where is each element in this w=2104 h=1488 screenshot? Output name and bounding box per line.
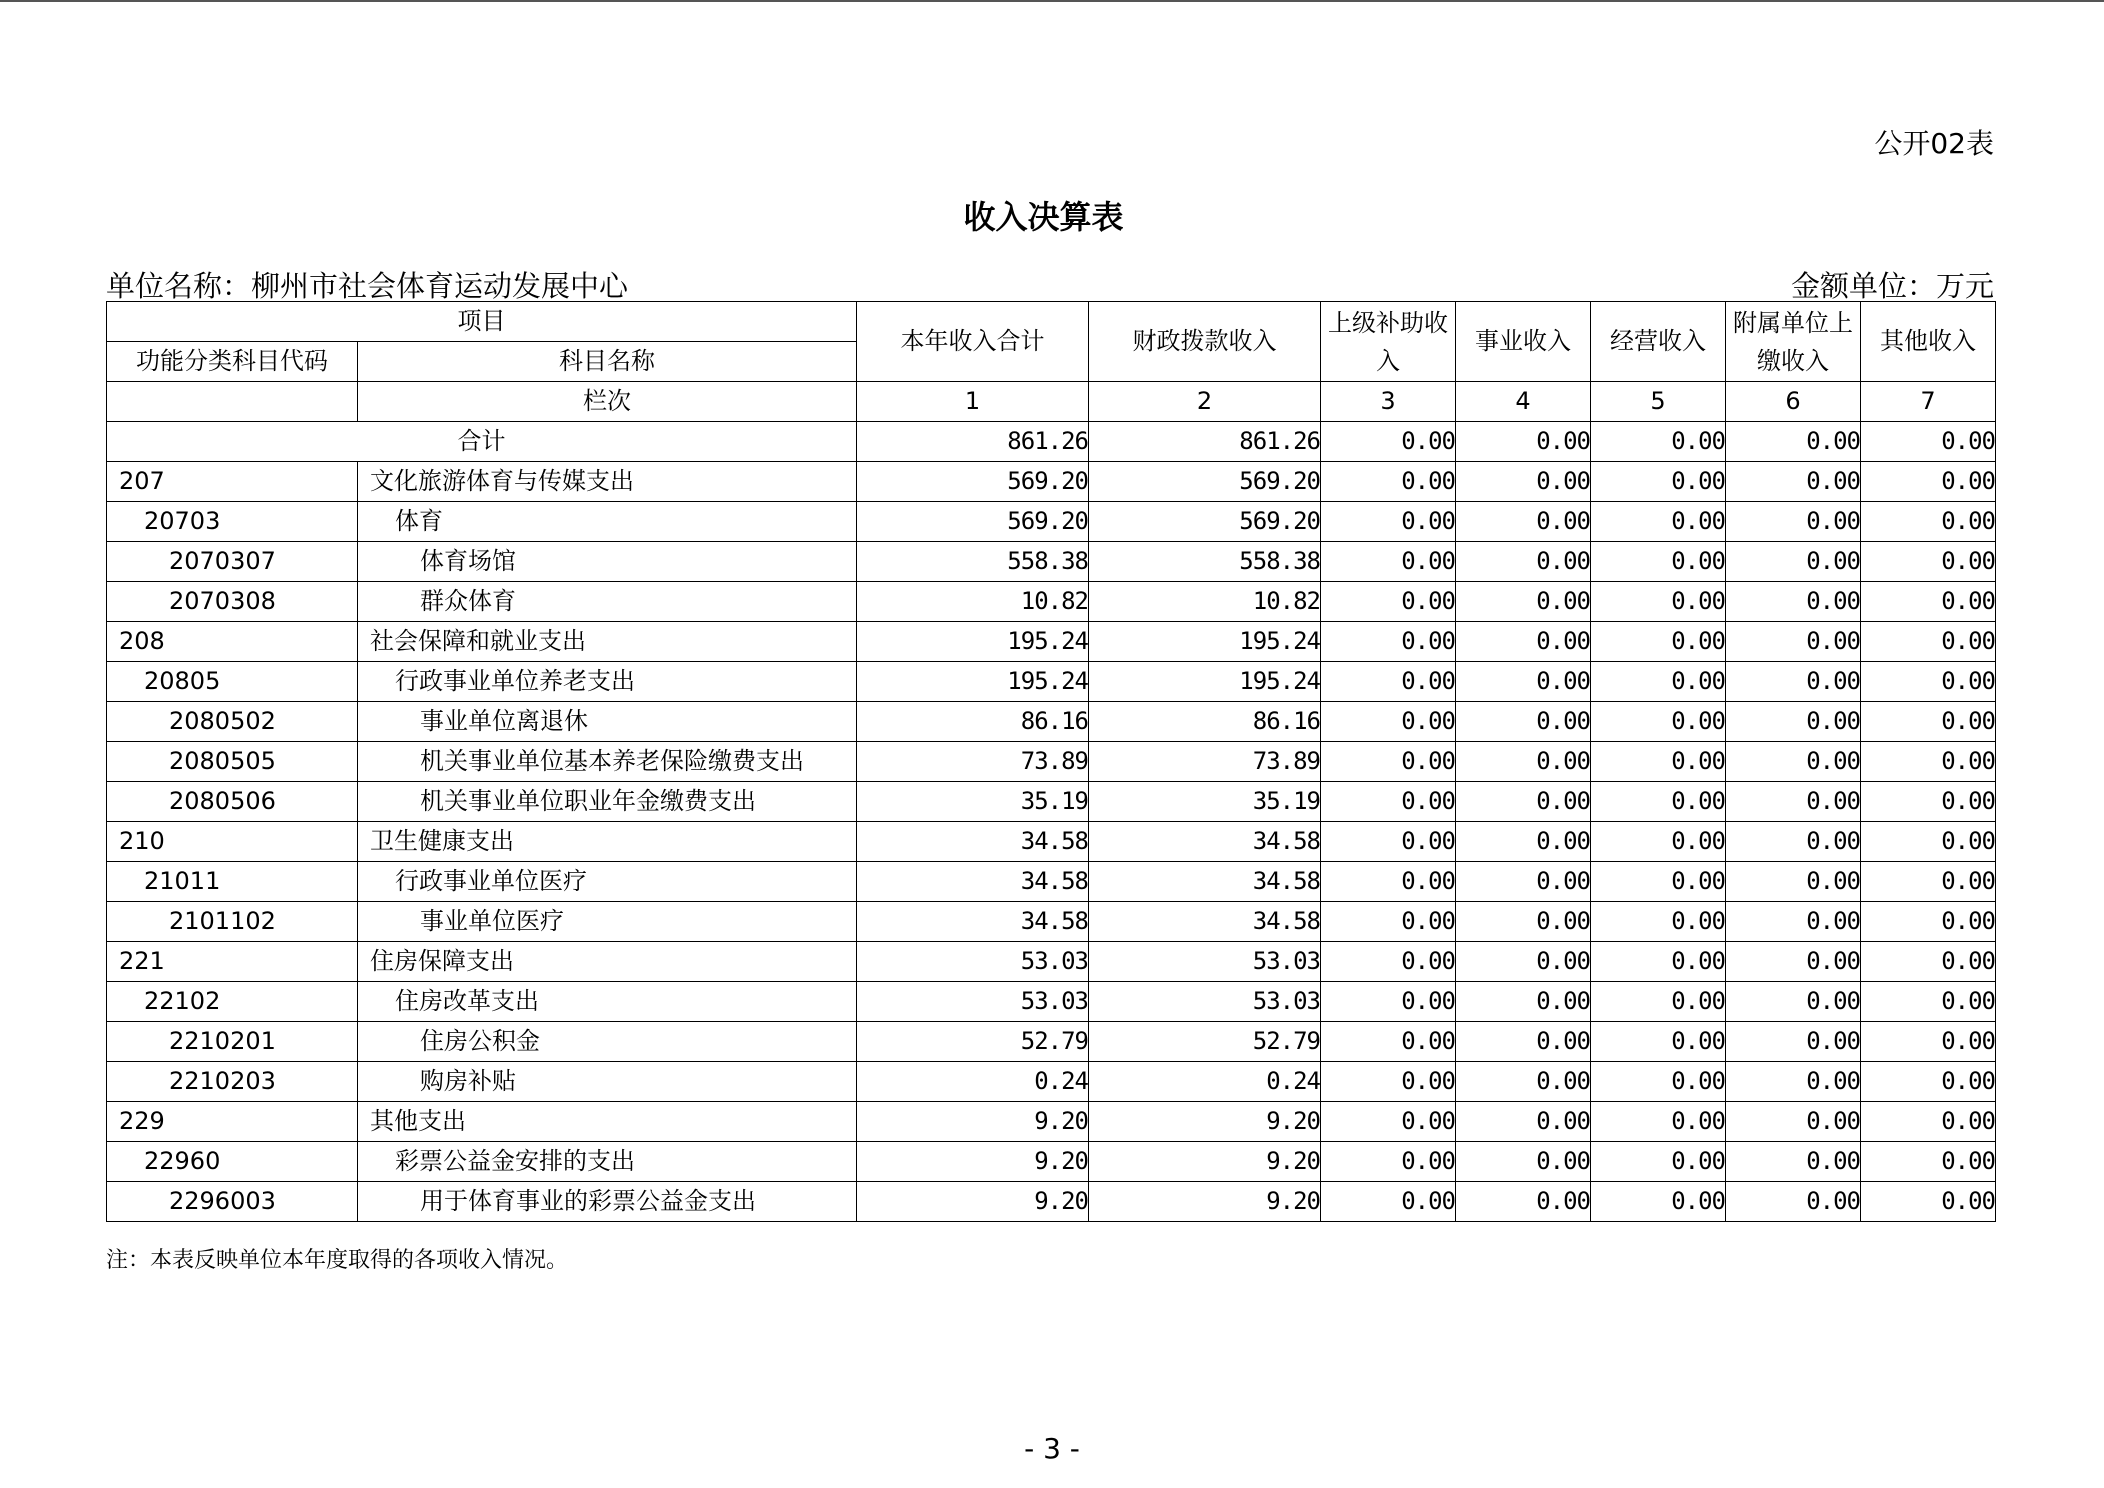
row-value: 0.00 <box>1726 1022 1861 1062</box>
row-subject-name: 彩票公益金安排的支出 <box>358 1142 857 1182</box>
row-value: 0.00 <box>1321 942 1456 982</box>
row-subject-name: 事业单位离退休 <box>358 702 857 742</box>
row-code: 2101102 <box>107 902 358 942</box>
table-row <box>107 702 1996 742</box>
row-subject-name: 其他支出 <box>358 1102 857 1142</box>
table-id: 公开02表 <box>1874 127 1994 160</box>
row-value: 0.00 <box>1321 982 1456 1022</box>
row-code: 2080505 <box>107 742 358 782</box>
row-value: 0.00 <box>1861 662 1996 702</box>
row-value: 53.03 <box>857 982 1089 1022</box>
row-value: 0.00 <box>1861 622 1996 662</box>
row-value: 9.20 <box>1089 1182 1321 1222</box>
row-value: 0.00 <box>1456 1062 1591 1102</box>
table-row <box>107 822 1996 862</box>
row-value: 10.82 <box>857 582 1089 622</box>
row-value: 0.00 <box>1861 582 1996 622</box>
row-value: 195.24 <box>857 662 1089 702</box>
row-value: 53.03 <box>1089 982 1321 1022</box>
header-other: 其他收入 <box>1861 302 1996 382</box>
column-index-blank <box>107 382 358 422</box>
row-value: 0.00 <box>1321 702 1456 742</box>
total-value: 861.26 <box>1089 422 1321 462</box>
row-code: 22102 <box>107 982 358 1022</box>
table-row <box>107 582 1996 622</box>
column-index-label: 栏次 <box>358 382 857 422</box>
header-superior: 上级补助收入 <box>1321 302 1456 382</box>
total-value: 0.00 <box>1726 422 1861 462</box>
amount-unit: 金额单位：万元 <box>1790 269 1994 303</box>
header-affiliated: 附属单位上缴收入 <box>1726 302 1861 382</box>
row-value: 0.00 <box>1591 1102 1726 1142</box>
row-subject-name: 机关事业单位职业年金缴费支出 <box>358 782 857 822</box>
row-value: 0.00 <box>1456 542 1591 582</box>
row-subject-name: 体育场馆 <box>358 542 857 582</box>
table-row <box>107 1182 1996 1222</box>
row-value: 0.00 <box>1456 1102 1591 1142</box>
row-value: 0.00 <box>1321 542 1456 582</box>
page-number: - 3 - <box>1024 1432 1080 1465</box>
header-subject: 科目名称 <box>358 342 857 382</box>
row-value: 0.00 <box>1591 942 1726 982</box>
row-value: 86.16 <box>857 702 1089 742</box>
row-value: 0.00 <box>1591 982 1726 1022</box>
header-row-1 <box>107 302 1996 342</box>
row-subject-name: 行政事业单位养老支出 <box>358 662 857 702</box>
row-value: 0.00 <box>1726 1062 1861 1102</box>
row-code: 2070307 <box>107 542 358 582</box>
row-value: 195.24 <box>1089 622 1321 662</box>
header-total: 本年收入合计 <box>857 302 1089 382</box>
row-subject-name: 住房保障支出 <box>358 942 857 982</box>
header-project: 项目 <box>107 302 857 342</box>
row-value: 34.58 <box>857 822 1089 862</box>
row-value: 558.38 <box>857 542 1089 582</box>
row-value: 0.00 <box>1591 542 1726 582</box>
row-value: 0.00 <box>1456 822 1591 862</box>
row-value: 0.00 <box>1861 942 1996 982</box>
row-value: 53.03 <box>1089 942 1321 982</box>
row-value: 9.20 <box>1089 1102 1321 1142</box>
row-value: 52.79 <box>1089 1022 1321 1062</box>
row-value: 0.00 <box>1321 1142 1456 1182</box>
row-value: 0.00 <box>1456 462 1591 502</box>
header-code: 功能分类科目代码 <box>107 342 358 382</box>
row-value: 0.00 <box>1321 582 1456 622</box>
row-value: 9.20 <box>857 1102 1089 1142</box>
row-value: 0.00 <box>1861 862 1996 902</box>
row-value: 0.00 <box>1726 462 1861 502</box>
row-value: 0.00 <box>1321 782 1456 822</box>
row-value: 35.19 <box>1089 782 1321 822</box>
row-value: 0.00 <box>1456 662 1591 702</box>
row-value: 0.00 <box>1591 622 1726 662</box>
table-row <box>107 542 1996 582</box>
row-value: 0.00 <box>1591 462 1726 502</box>
report-title: 收入决算表 <box>963 198 1124 236</box>
row-value: 569.20 <box>1089 462 1321 502</box>
row-value: 35.19 <box>857 782 1089 822</box>
row-value: 0.00 <box>1456 902 1591 942</box>
row-code: 2210201 <box>107 1022 358 1062</box>
row-value: 0.00 <box>1456 1022 1591 1062</box>
row-value: 0.00 <box>1321 822 1456 862</box>
row-subject-name: 购房补贴 <box>358 1062 857 1102</box>
table-note: 注：本表反映单位本年度取得的各项收入情况。 <box>106 1248 569 1273</box>
row-value: 0.00 <box>1726 622 1861 662</box>
row-subject-name: 事业单位医疗 <box>358 902 857 942</box>
row-value: 195.24 <box>1089 662 1321 702</box>
row-value: 0.00 <box>1726 1182 1861 1222</box>
column-index-number: 6 <box>1726 382 1861 422</box>
row-value: 0.00 <box>1456 622 1591 662</box>
row-subject-name: 体育 <box>358 502 857 542</box>
column-index-number: 7 <box>1861 382 1996 422</box>
row-value: 0.00 <box>1726 1142 1861 1182</box>
table-row <box>107 902 1996 942</box>
row-subject-name: 文化旅游体育与传媒支出 <box>358 462 857 502</box>
total-value: 0.00 <box>1321 422 1456 462</box>
row-value: 0.00 <box>1456 742 1591 782</box>
row-value: 0.00 <box>1321 742 1456 782</box>
row-value: 0.24 <box>1089 1062 1321 1102</box>
row-value: 0.00 <box>1456 1142 1591 1182</box>
row-value: 9.20 <box>857 1182 1089 1222</box>
row-value: 0.00 <box>1591 862 1726 902</box>
row-value: 0.00 <box>1321 462 1456 502</box>
row-value: 0.00 <box>1861 542 1996 582</box>
row-value: 569.20 <box>857 502 1089 542</box>
row-value: 0.00 <box>1861 1182 1996 1222</box>
row-subject-name: 住房公积金 <box>358 1022 857 1062</box>
row-subject-name: 群众体育 <box>358 582 857 622</box>
row-value: 0.00 <box>1726 502 1861 542</box>
row-value: 0.00 <box>1726 702 1861 742</box>
row-value: 0.00 <box>1861 782 1996 822</box>
row-subject-name: 用于体育事业的彩票公益金支出 <box>358 1182 857 1222</box>
row-value: 0.00 <box>1321 902 1456 942</box>
total-label: 合计 <box>107 422 857 462</box>
header-business: 事业收入 <box>1456 302 1591 382</box>
row-code: 2210203 <box>107 1062 358 1102</box>
row-value: 0.00 <box>1456 862 1591 902</box>
row-subject-name: 机关事业单位基本养老保险缴费支出 <box>358 742 857 782</box>
row-value: 0.00 <box>1591 1182 1726 1222</box>
row-code: 210 <box>107 822 358 862</box>
unit-name: 单位名称：柳州市社会体育运动发展中心 <box>106 269 629 303</box>
column-index-row <box>107 382 1996 422</box>
header-operating: 经营收入 <box>1591 302 1726 382</box>
row-value: 0.00 <box>1456 502 1591 542</box>
row-code: 21011 <box>107 862 358 902</box>
row-value: 0.00 <box>1861 982 1996 1022</box>
row-value: 0.00 <box>1726 862 1861 902</box>
row-value: 0.00 <box>1321 622 1456 662</box>
row-value: 0.00 <box>1321 1102 1456 1142</box>
table-row <box>107 742 1996 782</box>
row-value: 0.00 <box>1591 702 1726 742</box>
row-code: 20703 <box>107 502 358 542</box>
row-value: 0.00 <box>1591 662 1726 702</box>
row-value: 0.00 <box>1456 702 1591 742</box>
row-value: 0.00 <box>1321 662 1456 702</box>
row-value: 0.00 <box>1861 1022 1996 1062</box>
row-value: 34.58 <box>1089 822 1321 862</box>
row-value: 0.00 <box>1321 1182 1456 1222</box>
row-value: 0.00 <box>1861 462 1996 502</box>
row-code: 2080502 <box>107 702 358 742</box>
row-subject-name: 社会保障和就业支出 <box>358 622 857 662</box>
row-value: 0.00 <box>1726 742 1861 782</box>
table-row <box>107 1022 1996 1062</box>
row-value: 0.00 <box>1591 1142 1726 1182</box>
total-value: 0.00 <box>1591 422 1726 462</box>
row-value: 9.20 <box>857 1142 1089 1182</box>
row-code: 2070308 <box>107 582 358 622</box>
row-value: 0.00 <box>1726 982 1861 1022</box>
row-value: 0.00 <box>1861 902 1996 942</box>
row-value: 0.00 <box>1726 662 1861 702</box>
row-value: 0.00 <box>1321 1062 1456 1102</box>
row-code: 229 <box>107 1102 358 1142</box>
table-row <box>107 1062 1996 1102</box>
row-value: 0.00 <box>1591 782 1726 822</box>
page-top-border <box>0 0 2104 2</box>
row-code: 2080506 <box>107 782 358 822</box>
row-value: 73.89 <box>1089 742 1321 782</box>
row-code: 208 <box>107 622 358 662</box>
column-index-number: 5 <box>1591 382 1726 422</box>
row-value: 0.00 <box>1591 742 1726 782</box>
table-row <box>107 622 1996 662</box>
row-value: 0.00 <box>1726 902 1861 942</box>
row-value: 34.58 <box>857 902 1089 942</box>
row-subject-name: 住房改革支出 <box>358 982 857 1022</box>
row-code: 2296003 <box>107 1182 358 1222</box>
row-value: 0.00 <box>1861 1102 1996 1142</box>
row-code: 20805 <box>107 662 358 702</box>
total-row <box>107 422 1996 462</box>
row-value: 0.00 <box>1726 542 1861 582</box>
row-value: 0.00 <box>1456 782 1591 822</box>
header-fiscal: 财政拨款收入 <box>1089 302 1321 382</box>
column-index-number: 1 <box>857 382 1089 422</box>
row-value: 558.38 <box>1089 542 1321 582</box>
row-value: 0.00 <box>1591 822 1726 862</box>
row-value: 0.00 <box>1321 502 1456 542</box>
row-value: 0.00 <box>1591 1062 1726 1102</box>
row-value: 569.20 <box>1089 502 1321 542</box>
total-value: 0.00 <box>1861 422 1996 462</box>
row-code: 221 <box>107 942 358 982</box>
table-row <box>107 662 1996 702</box>
row-value: 34.58 <box>857 862 1089 902</box>
row-value: 0.00 <box>1726 582 1861 622</box>
row-value: 9.20 <box>1089 1142 1321 1182</box>
row-code: 22960 <box>107 1142 358 1182</box>
row-value: 0.00 <box>1591 582 1726 622</box>
row-value: 0.00 <box>1861 822 1996 862</box>
row-value: 0.00 <box>1861 1142 1996 1182</box>
table-row <box>107 862 1996 902</box>
row-value: 0.00 <box>1726 942 1861 982</box>
row-value: 0.00 <box>1726 1102 1861 1142</box>
table-row <box>107 462 1996 502</box>
row-code: 207 <box>107 462 358 502</box>
table-row <box>107 942 1996 982</box>
table-row <box>107 502 1996 542</box>
row-subject-name: 卫生健康支出 <box>358 822 857 862</box>
row-value: 0.00 <box>1726 822 1861 862</box>
row-value: 0.00 <box>1591 902 1726 942</box>
row-value: 569.20 <box>857 462 1089 502</box>
row-value: 0.00 <box>1861 742 1996 782</box>
row-value: 0.24 <box>857 1062 1089 1102</box>
row-value: 0.00 <box>1456 982 1591 1022</box>
table-row <box>107 1142 1996 1182</box>
row-value: 0.00 <box>1861 702 1996 742</box>
column-index-number: 3 <box>1321 382 1456 422</box>
row-value: 0.00 <box>1456 582 1591 622</box>
row-value: 73.89 <box>857 742 1089 782</box>
row-value: 0.00 <box>1861 502 1996 542</box>
row-value: 34.58 <box>1089 902 1321 942</box>
row-value: 0.00 <box>1456 1182 1591 1222</box>
table-row <box>107 982 1996 1022</box>
row-value: 0.00 <box>1321 862 1456 902</box>
row-value: 0.00 <box>1321 1022 1456 1062</box>
table-row <box>107 1102 1996 1142</box>
row-value: 53.03 <box>857 942 1089 982</box>
row-value: 86.16 <box>1089 702 1321 742</box>
row-value: 52.79 <box>857 1022 1089 1062</box>
row-value: 0.00 <box>1861 1062 1996 1102</box>
row-value: 34.58 <box>1089 862 1321 902</box>
row-value: 0.00 <box>1726 782 1861 822</box>
column-index-number: 2 <box>1089 382 1321 422</box>
row-value: 0.00 <box>1591 1022 1726 1062</box>
total-value: 861.26 <box>857 422 1089 462</box>
total-value: 0.00 <box>1456 422 1591 462</box>
row-value: 10.82 <box>1089 582 1321 622</box>
row-value: 195.24 <box>857 622 1089 662</box>
row-subject-name: 行政事业单位医疗 <box>358 862 857 902</box>
row-value: 0.00 <box>1591 502 1726 542</box>
income-settlement-table <box>106 301 1996 1222</box>
row-value: 0.00 <box>1456 942 1591 982</box>
column-index-number: 4 <box>1456 382 1591 422</box>
table-row <box>107 782 1996 822</box>
